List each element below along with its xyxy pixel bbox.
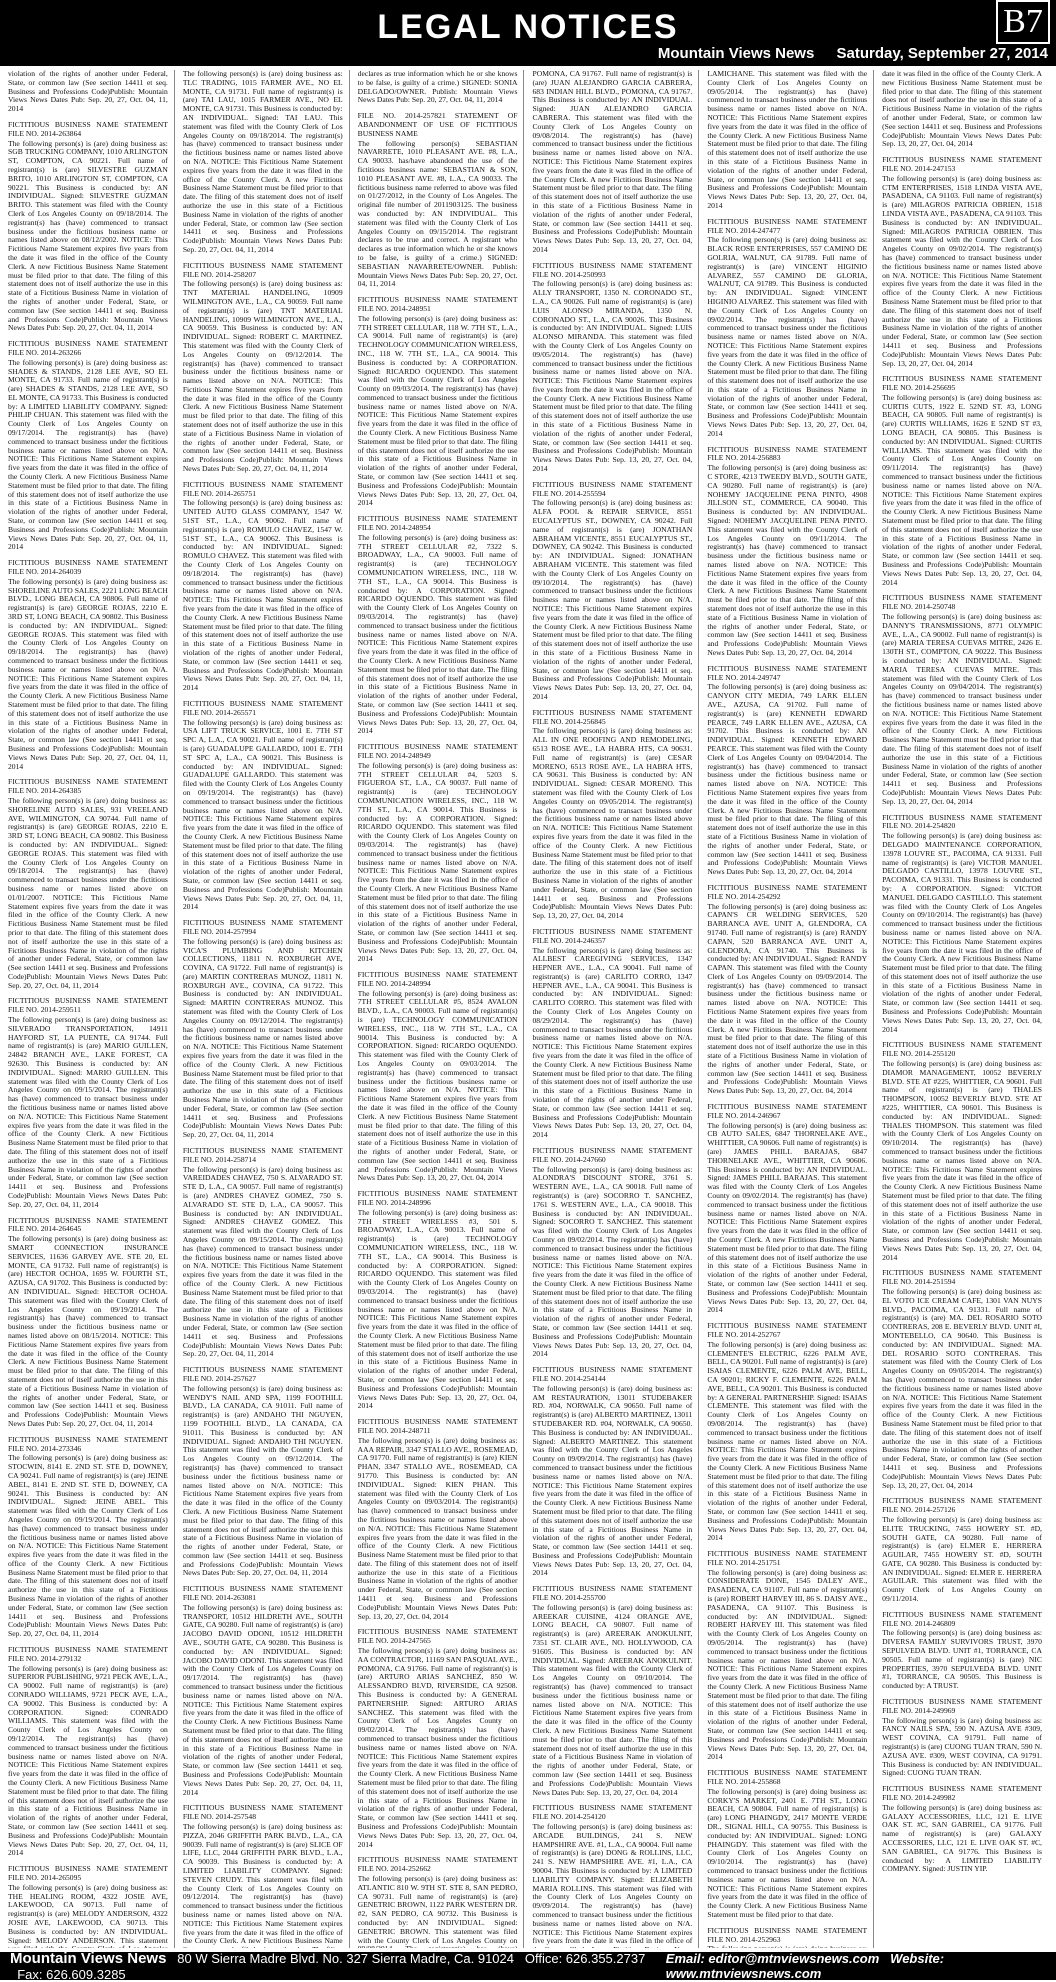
notice-heading: FICTITIOUS BUSINESS NAME STATEMENT FILE NO. 2014-263266 bbox=[8, 340, 168, 358]
footer-publication: Mountain Views News bbox=[10, 1950, 166, 1967]
notice-body: The following person(s) is (are) doing business as: FANCY NAILS SPA, 590 N. AZUSA AVE #309, WEST COVINA, CA 91791. Full name of registrant(s) is (are) CUONG TUAN TRAN, 590 N. AZUSA AVE. #309, WEST COVINA, CA 91791. This Business is conducted by: AN INDIVIDUAL. Signed: CUONG TUAN TRAN. bbox=[882, 1717, 1042, 1779]
notice-columns bbox=[8, 70, 1048, 1948]
notice-body: The following person(s) is (are) doing business as: DANNY'S TRANSMISSIONS, 8771 OLYMPIC AVE., L.A., CA 90002. Full name of registrant(s) is (are) MARIA TERESA CUEVAS MITRE, 2426 E. 130TH ST., COMPTON, CA 90222. This Business is conducted by: AN INDIVIDUAL. Signed: MARIA TERESA CUEVAS MITRE. This statement was filed with the County Clerk of Los Angeles County on 09/04/2014. The registrant(s) has (have) commenced to transact business under the fictitious business name or names listed above on N/A. NOTICE: This Fictitious Name Statement expires five years from the date it was filed in the office of the County Clerk. A new Fictitious Business Name Statement must be filed prior to that date. The filing of this statement does not of itself authorize the use in this state of a Fictitious Business Name in violation of the rights of another under Federal, State, or common law (See section 14411 et seq. Business and Professions Code)Publish: Mountain Views News Dates Pub: Sep. 13, 20, 27, Oct. 04, 2014 bbox=[882, 613, 1042, 807]
notice-heading: FICTITIOUS BUSINESS NAME STATEMENT FILE NO. 2014-259511 bbox=[8, 997, 168, 1015]
notice-heading: FICTITIOUS BUSINESS NAME STATEMENT FILE NO. 2014-265095 bbox=[8, 1865, 168, 1883]
legal-notice bbox=[8, 1217, 168, 1429]
notice-heading: FICTITIOUS BUSINESS NAME STATEMENT FILE NO. 2014-254144 bbox=[532, 1366, 692, 1384]
legal-notice bbox=[358, 1628, 518, 1849]
notice-body: The following person(s) is (are) doing business as: THE HEALING ROOM, 4322 JOSIE AVE, LAKEWOOD, CA 90713. Full name of registrant(s) is (are) MELODY ANDERSON, 4322 JOSIE AVE, LAKEWOOD, CA 90713. This Business is conducted by: AN INDIVIDUAL. Signed: MELODY ANDERSON. This statement bbox=[8, 1884, 168, 1948]
notice-heading: FICTITIOUS BUSINESS NAME STATEMENT FILE NO. 2014-254292 bbox=[707, 884, 867, 902]
notice-heading: FICTITIOUS BUSINESS NAME STATEMENT FILE NO. 2014-255120 bbox=[882, 1041, 1042, 1059]
notice-heading: FICTITIOUS BUSINESS NAME STATEMENT FILE NO. 2014-254120 bbox=[532, 1804, 692, 1822]
notice-body: The following person(s) is (are) doing business as: CTM ENTERPRISES, 1518 LINDA VISTA AVE, PASADENA, CA 91103. Full name of registrant(s) is (are) MILAGROS PATRICIA OBRIEN, 1518 LINDA VISTA AVE., PASADENA, CA 91103. This Business is conducted by: AN INDIVIDUAL. Signed: MILAGROS PATRICIA OBRIEN. This statement was filed with the County Clerk of Los Angeles County on 09/02/2014. The registrant(s) has (have) commenced to transact business under the fictitious business name or names listed above on N/A. NOTICE: This Fictitious Name Statement expires five years from the date it was filed in the office of the County Clerk. A new Fictitious Business Name Statement must be filed prior to that date. The filing of this statement does not of itself authorize the use in this state of a Fictitious Business Name in violation of the rights of another under Federal, State, or common law (See section 14411 et seq. Business and Professions Code)Publish: Mountain Views News Dates Pub: Sep. 13, 20, 27, Oct. 04, 2014 bbox=[882, 175, 1042, 369]
notice-column bbox=[358, 70, 525, 1948]
legal-notice bbox=[707, 1769, 867, 1920]
notice-heading: FICTITIOUS BUSINESS NAME STATEMENT FILE NO. 2014-264645 bbox=[8, 1217, 168, 1235]
notice-column bbox=[882, 70, 1048, 1948]
notice-heading: FICTITIOUS BUSINESS NAME STATEMENT FILE NO. 2014-252963 bbox=[707, 1927, 867, 1945]
footer-left bbox=[10, 1950, 666, 1982]
notice-body: The following person(s) is (are) doing business as: USA LIFT TRUCK SERVICE, 1001 E. 7TH ST SPC A, L.A., CA 90021. Full name of registrant(s) is (are) GUADALUPE GALLARDO, 1001 E. 7TH ST SPC A, L.A., CA 90021. This Business is conducted by: AN INDIVIDUAL. Signed: GUADALUPE GALLARDO. This statement was filed with the County Clerk of Los Angeles County on 09/19/2014. The registrant(s) has (have) commenced to transact business under the fictitious business name or names listed above on N/A. NOTICE: This Fictitious Name Statement expires five years from the date it was filed in the office of the County Clerk. A new Fictitious Business Name Statement must be filed prior to that date. The filing of this statement does not of itself authorize the use in this state of a Fictitious Business Name in violation of the rights of another under Federal, State, or common law (See section 14411 et seq. Business and Professions Code)Publish: Mountain Views News Dates Pub: Sep. 20, 27, Oct. 04, 11, 2014 bbox=[183, 719, 343, 913]
notice-body: The following person(s) is (are) doing business as: CB AUTO SALES, 6847 THORNELAKE AVE., WHITTIER, CA 90606. Full name of registrant(s) is (are) JAMES PHILL BARAJAS, 6847 THORNELAKE AVE., WHITTIER, CA 90606. This Business is conducted by: AN INDIVIDUAL. Signed: JAMES PHILL BARAJAS. This statement was filed with the County Clerk of Los Angeles County on 09/02/2014. The registrant(s) has (have) commenced to transact business under the fictitious business name or names listed above on N/A. NOTICE: This Fictitious Name Statement expires five years from the date it was filed in the office of the County Clerk. A new Fictitious Business Name Statement must be filed prior to that date. The filing of this statement does not of itself authorize the use in this state of a Fictitious Business Name in violation of the rights of another under Federal, State, or common law (See section 14411 et seq. Business and Professions Code)Publish: Mountain Views News Dates Pub: Sep. 13, 20, 27, Oct. 04, 2014 bbox=[707, 1122, 867, 1316]
notice-body: The following person(s) is (are) doing business as: VAREIDADES CHAVEZ, 750 S. ALVARADO ST. STE D, L.A., CA 90057. Full name of registrant(s) is (are) ANDRES CHAVEZ GOMEZ, 750 S. ALVARADO ST. STE D, L.A., CA 90057. This Business is conducted by: AN INDIVIDUAL. Signed: ANDRES CHAVEZ GOMEZ. This statement was filed with the County Clerk of Los Angeles County on 09/15/2014. The registrant(s) has (have) commenced to transact business under the fictitious business name or names listed above on N/A. NOTICE: This Fictitious Name Statement expires five years from the date it was filed in the office of the County Clerk. A new Fictitious Business Name Statement must be filed prior to that date. The filing of this statement does not of itself authorize the use in this state of a Fictitious Business Name in violation of the rights of another under Federal, State, or common law (See section 14411 et seq. Business and Professions Code)Publish: Mountain Views News Dates Pub: Sep. 20, 27, Oct. 04, 11, 2014 bbox=[183, 1166, 343, 1360]
notice-body: The following person(s) is (are) doing business as: GALAXY ACCESSORIES, LLC, 121 E. LIVE OAK ST. #C, SAN GABRIEL, CA 91776. Full name of registrant(s) is (are) GALAXY ACCESSORIES, LLC, 121 E. LIVE OAK ST. #C, SAN GABRIEL, CA 91776. This Business is conducted by: A LIMITED LIABILITY COMPANY. Signed: JUSTIN YIP. bbox=[882, 1804, 1042, 1874]
notice-heading: FICTITIOUS BUSINESS NAME STATEMENT FILE NO. 2014-248711 bbox=[358, 1418, 518, 1436]
legal-notice bbox=[882, 156, 1042, 368]
notice-body: The following person(s) is (are) doing business as: ELITE TRUCKING, 7455 HOWERY ST. #D, SOUTH GATE, CA 90280. Full name of registrant(s) is (are) ELMER E. HERRERA AGUILAR, 7455 HOWERY ST. #D, SOUTH GATE, CA 90280. This Business is conducted by: AN INDIVIDUAL. Signed: ELMER E. HERRERA AGUILAR. This statement was filed with the County Clerk of Los Angeles County on 09/11/2014. bbox=[882, 1516, 1042, 1604]
notice-body: The following person(s) is (are) doing business as: AA CONTRACTOR, 11169 SAN PASQUAL AVE., POMONA, CA 91766. Full name of registrant(s) is (are) ARTURO ARIAS SANCHEZ, 850 W. ALESSANDRO BLVD, RIVERSIDE, CA 92508. This Business is conducted by: A GENERAL PARTNERSHIP. Signed: ARTURO ARIAS SANCHEZ. This statement was filed with the County Clerk of Los Angeles County on 09/02/2014. The registrant(s) has (have) commenced to transact business under the fictitious business name or names listed above on N/A. NOTICE: This Fictitious Name Statement expires five years from the date it was filed in the office of the County Clerk. A new Fictitious Business Name Statement must be filed prior to that date. The filing of this statement does not of itself authorize the use in this state of a Fictitious Business Name in violation of the rights of another under Federal, State, or common law (See section 14411 et seq. Business and Professions Code)Publish: Mountain Views News Dates Pub: Sep. 13, 20, 27, Oct. 04, 2014 bbox=[358, 1647, 518, 1849]
legal-notice bbox=[358, 296, 518, 508]
notice-heading: FICTITIOUS BUSINESS NAME STATEMENT FILE NO. 2014-279132 bbox=[8, 1646, 168, 1664]
notice-heading: FICTITIOUS BUSINESS NAME STATEMENT FILE NO. 2014-257627 bbox=[183, 1366, 343, 1384]
notice-heading: FICTITIOUS BUSINESS NAME STATEMENT FILE NO. 2014-257994 bbox=[183, 919, 343, 937]
notice-body: The following person(s) is (are) doing business as: AM RESTAURATION, 13011 STUDEBAKER RD. #04, NORWALK, CA 90650. Full name of registrant(s) is (are) ALBERTO MARTINEZ, 13011 STUDEBAKER RD. #04, NORWALK, CA 90650. This Business is conducted by: AN INDIVIDUAL. Signed: ALBERTO MARTINEZ. This statement was filed with the County Clerk of Los Angeles County on 09/09/2014. The registrant(s) has (have) commenced to transact business under the fictitious business name or names listed above on N/A. NOTICE: This Fictitious Name Statement expires five years from the date it was filed in the office of the County Clerk. A new Fictitious Business Name Statement must be filed prior to that date. The filing of this statement does not of itself authorize the use in this state of a Fictitious Business Name in violation of the rights of another under Federal, State, or common law (See section 14411 et seq. Business and Professions Code)Publish: Mountain Views News Dates Pub: Sep. 13, 20, 27, Oct. 04, 2014 bbox=[532, 1385, 692, 1579]
legal-notice bbox=[882, 814, 1042, 1035]
notice-heading: FICTITIOUS BUSINESS NAME STATEMENT FILE NO. 2014-264385 bbox=[8, 778, 168, 796]
footer-contact bbox=[666, 1951, 1046, 1981]
notice-body: The following person(s) SEBASTIAN NAVARRETE, 1010 PLEASANT AVE. #8, L.A., CA 90033. has/have abandoned the use of the fictitious business name: SEBASTIAN & SON, 1010 PLEASANT AVE. #8, L.A., CA 90033. The fictitious business name referred to above was filed on 01/27/2012, in the County of Los Angeles. The original file number of 2011903125. The business was conducted by: AN INDIVIDUAL. This statement was filed with the County Clerk of Los Angeles County on 09/15/2014. The registrant declares to be true and correct. A registrant who declares as true information which he or she knows to be false, is guilty of a crime.) SIGNED: SEBASTIAN NAVARRETE/OWNER. Publish: Mountain Views News Dates Pub: Sep. 20, 27, Oct. 04, 11, 2014 bbox=[358, 140, 518, 290]
notice-heading: FICTITIOUS BUSINESS NAME STATEMENT FILE NO. 2014-256845 bbox=[532, 709, 692, 727]
notice-body: The following person(s) is (are) doing business as: CAPAN'S CR WELDING SERVICES, 520 BARRANCA AVE. UNIT A, GLENDORA, CA 91740. Full name of registrant(s) is (are) RANDY CAPAN, 520 BARRANCA AVE. UNIT A, GLENDORA, CA 91740. This Business is conducted by: AN INDIVIDUAL. Signed: RANDY CAPAN. This statement was filed with the County Clerk of Los Angeles County on 09/09/2014. The registrant(s) has (have) commenced to transact business under the fictitious business name or names listed above on N/A. NOTICE: This Fictitious Name Statement expires five years from the date it was filed in the office of the County Clerk. A new Fictitious Business Name Statement must be filed prior to that date. The filing of this statement does not of itself authorize the use in this state of a Fictitious Business Name in violation of the rights of another under Federal, State, or common law (See section 14411 et seq. Business and Professions Code)Publish: Mountain Views News Dates Pub: Sep. 13, 20, 27, Oct. 04, 2014 bbox=[707, 903, 867, 1097]
legal-notice bbox=[8, 70, 168, 114]
notice-body: The following person(s) is (are) doing business as: TRANSPORT, 10512 HILDRETH AVE., SOUTH GATE, CA 90280. Full name of registrant(s) is (are) JACOBO DAVID ODONI, 10512 HILDRETH AVE., SOUTH GATE, CA 90280. This Business is conducted by: AN INDIVIDUAL. Signed: JACOBO DAVID ODONI. This statement was filed with the County Clerk of Los Angeles County on 09/17/2014. The registrant(s) has (have) commenced to transact business under the fictitious business name or names listed above on N/A. NOTICE: This Fictitious Name Statement expires five years from the date it was filed in the office of the County Clerk. A new Fictitious Business Name Statement must be filed prior to that date. The filing of this statement does not of itself authorize the use in this state of a Fictitious Business Name in violation of the rights of another under Federal, State, or common law (See section 14411 et seq. Business and Professions Code)Publish: Mountain Views News Dates Pub: Sep. 20, 27, Oct. 04, 11, 2014 bbox=[183, 1604, 343, 1798]
footer-address: 80 W Sierra Madre Blvd. No. 327 Sierra Madre, Ca. 91024 bbox=[177, 1951, 514, 1966]
notice-heading: FICTITIOUS BUSINESS NAME STATEMENT FILE NO. 2014-257126 bbox=[882, 1497, 1042, 1515]
legal-notice bbox=[358, 1190, 518, 1411]
legal-notice bbox=[183, 919, 343, 1140]
notice-body bbox=[707, 1945, 867, 1948]
notice-body: The following person(s) is (are) doing business as: DIVERSA FAMILY SURVIVORS TRUST, 3970 SEPULVEDA BLVD. UNIT #1, TORRANCE, CA 90505. Full name of registrant(s) is (are) NIC PROPERTIES, 3970 SEPULVEDA BLVD. UNIT #1, TORRANCE, CA 90505. This Business is conducted by: A TRUST. bbox=[882, 1629, 1042, 1691]
notice-heading: FICTITIOUS BUSINESS NAME STATEMENT FILE NO. 2014-255594 bbox=[532, 481, 692, 499]
legal-notice bbox=[532, 1147, 692, 1359]
notice-body: The following person(s) is (are) doing business as: DELGADO MAINTENANCE CORPORATION, 13978 LOUVRE ST., PACOIMA, CA 91331. Full name of registrant(s) is (are) VICTOR MANUEL DELGADO CASTILLO, 13978 LOUVRE ST., PACOIMA, CA 91331. This Business is conducted by: A CORPORATION. Signed: VICTOR MANUEL DELGADO CASTILLO. This statement was filed with the County Clerk of Los Angeles County on 09/10/2014. The registrant(s) has (have) commenced to transact business under the fictitious business name or names listed above on N/A. NOTICE: This Fictitious Name Statement expires five years from the date it was filed in the office of the County Clerk. A new Fictitious Business Name Statement must be filed prior to that date. The filing of this statement does not of itself authorize the use in this state of a Fictitious Business Name in violation of the rights of another under Federal, State, or common law (See section 14411 et seq. Business and Professions Code)Publish: Mountain Views News Dates Pub: Sep. 13, 20, 27, Oct. 04, 2014 bbox=[882, 832, 1042, 1034]
legal-notice bbox=[707, 218, 867, 439]
notice-heading: FICTITIOUS BUSINESS NAME STATEMENT FILE NO. 2014-248994 bbox=[358, 971, 518, 989]
notice-heading: FICTITIOUS BUSINESS NAME STATEMENT FILE NO. 2014-265571 bbox=[183, 700, 343, 718]
notice-body: The following person(s) is (are) doing business as: VICA'S PLUMBING AND KITCHEN COLLECTIONS, 11811 N. ROXBURGH AVE, COVINA, CA 91722. Full name of registrant(s) is (are) MARTIN CONTRERAS MUNOZ, 11811 N. ROXBURGH AVE., COVINA, CA 91722. This Business is conducted by: AN INDIVIDUAL. Signed: MARTIN CONTRERAS MUNOZ. This statement was filed with the County Clerk of Los Angeles County on 09/12/2014. The registrant(s) has (have) commenced to transact business under the fictitious business name or names listed above on N/A. NOTICE: This Fictitious Name Statement expires five years from the date it was filed in the office of the County Clerk. A new Fictitious Business Name Statement must be filed prior to that date. The filing of this statement does not of itself authorize the use in this state of a Fictitious Business Name in violation of the rights of another under Federal, State, or common law (See section 14411 et seq. Business and Professions Code)Publish: Mountain Views News Dates Pub: Sep. 20, 27, Oct. 04, 11, 2014 bbox=[183, 938, 343, 1140]
legal-notice bbox=[532, 70, 692, 255]
legal-notice bbox=[183, 70, 343, 255]
notice-heading: FICTITIOUS BUSINESS NAME STATEMENT FILE NO. 2014-247153 bbox=[882, 156, 1042, 174]
legal-notice bbox=[358, 1418, 518, 1621]
notice-heading: FICTITIOUS BUSINESS NAME STATEMENT FILE NO. 2014-263081 bbox=[183, 1585, 343, 1603]
legal-notice bbox=[183, 1366, 343, 1578]
notice-body: The following person(s) is (are) doing business as: SHADES & STANDS, 2128 LEE AVE, SO EL MONTE, CA 91733. Full name of registrant(s) is (are) SHADES & STANDS, 2128 LEE AVE, SO EL MONTE, CA 91733. This Business is conducted by: A LIMITED LIABILITY COMPANY. Signed: PHILIP CHUAN. This statement was filed with the County Clerk of Los Angeles County on 09/17/2014. The registrant(s) has (have) commenced to transact business under the fictitious business name or names listed above on N/A. NOTICE: This Fictitious Name Statement expires five years from the date it was filed in the office of the County Clerk. A new Fictitious Business Name Statement must be filed prior to that date. The filing of this statement does not of itself authorize the use in this state of a Fictitious Business Name in violation of the rights of another under Federal, State, or common law (See section 14411 et seq. Business and Professions Code)Publish: Mountain Views News Dates Pub: Sep. 20, 27, Oct. 04, 11, 2014 bbox=[8, 359, 168, 553]
legal-notice bbox=[882, 594, 1042, 806]
notice-body: The following person(s) is (are) doing business as: TLC TRADING, 1015 FARMER AVE., NO EL MONTE, CA 91731. Full name of registrant(s) is (are) TAI LAU, 1015 FARMER AVE., NO EL MONTE, CA 91731. This Business is conducted by: AN INDIVIDUAL. Signed: TAI LAU. This statement was filed with the County Clerk of Los Angeles County on 09/18/2014. The registrant(s) has (have) commenced to transact business under the fictitious business name or names listed above on N/A. NOTICE: This Fictitious Name Statement expires five years from the date it was filed in the office of the County Clerk. A new Fictitious Business Name Statement must be filed prior to that date. The filing of this statement does not of itself authorize the use in this state of a Fictitious Business Name in violation of the rights of another under Federal, State, or common law (See section 14411 et seq. Business and Professions Code)Publish: Mountain Views News Dates Pub: Sep. 20, 27, Oct. 04, 11, 2014 bbox=[183, 70, 343, 255]
notice-heading: FICTITIOUS BUSINESS NAME STATEMENT FILE NO. 2014-258714 bbox=[183, 1147, 343, 1165]
legal-notice bbox=[882, 1269, 1042, 1490]
legal-notice bbox=[532, 1804, 692, 1948]
legal-notice bbox=[532, 709, 692, 921]
notice-body: The following person(s) is (are) doing business as: SMART CONNECTION INSURANCE SERVICES, 11636 GARVEY AVE. STE 20, EL MONTE, CA 91732. Full name of registrant(s) is (are) HECTOR OCHOA, 1695 W. FOURTH ST., AZUSA, CA 91702. This Business is conducted by: AN INDIVIDUAL. Signed: HECTOR OCHOA. This statement was filed with the County Clerk of Los Angeles County on 09/19/2014. The registrant(s) has (have) commenced to transact business under the fictitious business name or names listed above on 08/15/2014. NOTICE: This Fictitious Name Statement expires five years from the date it was filed in the office of the County Clerk. A new Fictitious Business Name Statement must be filed prior to that date. The filing of this statement does not of itself authorize the use in this state of a Fictitious Business Name in violation of the rights of another under Federal, State, or common law (See section 14411 et seq. Business and Professions Code)Publish: Mountain Views News Dates Pub: Sep. 20, 27, Oct. 04, 11, 2014 bbox=[8, 1235, 168, 1429]
notice-body: The following person(s) is (are) doing business as: SHORELINE AUTO SALES, 931 VREELAND AVE, WILMINGTON, CA 90744. Full name of registrant(s) is (are) GEORGE ROJAS, 2210 E. 3RD ST, LONG BEACH, CA 90802. This Business is conducted by: AN INDIVIDUAL. Signed: GEORGE ROJAS. This statement was filed with the County Clerk of Los Angeles County on 09/18/2014. The registrant(s) has (have) commenced to transact business under the fictitious business name or names listed above on 01/01/2007. NOTICE: This Fictitious Name Statement expires five years from the date it was filed in the office of the County Clerk. A new Fictitious Business Name Statement must be filed prior to that date. The filing of this statement does not of itself authorize the use in this state of a Fictitious Business Name in violation of the rights of another under Federal, State, or common law (See section 14411 et seq. Business and Professions Code)Publish: Mountain Views News Dates Pub: Sep. 20, 27, Oct. 04, 11, 2014 bbox=[8, 797, 168, 991]
notice-body: LAMICHANE. This statement was filed with the County Clerk of Los Angeles County on 09/05/2014. The registrant(s) has (have) commenced to transact business under the fictitious business name or names listed above on N/A. NOTICE: This Fictitious Name Statement expires five years from the date it was filed in the office of the County Clerk. A new Fictitious Business Name Statement must be filed prior to that date. The filing of this statement does not of itself authorize the use in this state of a Fictitious Business Name in violation of the rights of another under Federal, State, or common law (See section 14411 et seq. Business and Professions Code)Publish: Mountain Views News Dates Pub: Sep. 13, 20, 27, Oct. 04, 2014 bbox=[707, 70, 867, 211]
legal-notice bbox=[882, 375, 1042, 587]
legal-notice bbox=[358, 515, 518, 736]
legal-notice bbox=[358, 70, 518, 105]
notice-body: The following person(s) is (are) doing business as: CLEMENTE'S ELECTRIC, 6226 PALM AVE, BELL, CA 90201. Full name of registrant(s) is (are) ISAIAS CLEMENTE, 6226 PALM AVE, BELL, CA 90201; RICKY F. CLEMENTE, 6226 PALM AVE, BELL, CA 90201. This Business is conducted by: A GENERAL PARTNERSHIP. Signed: ISAIAS CLEMENTE. This statement was filed with the County Clerk of Los Angeles County on 09/08/2014. The registrant(s) has (have) commenced to transact business under the fictitious business name or names listed above on N/A. NOTICE: This Fictitious Name Statement expires five years from the date it was filed in the office of the County Clerk. A new Fictitious Business Name Statement must be filed prior to that date. The filing of this statement does not of itself authorize the use in this state of a Fictitious Business Name in violation of the rights of another under Federal, State, or common law (See section 14411 et seq. Business and Professions Code)Publish: Mountain Views News Dates Pub: Sep. 13, 20, 27, Oct. 04, 2014 bbox=[707, 1341, 867, 1543]
notice-heading: FICTITIOUS BUSINESS NAME STATEMENT FILE NO. 2014-247477 bbox=[707, 218, 867, 236]
notice-heading: FICTITIOUS BUSINESS NAME STATEMENT FILE NO. 2014-246809 bbox=[882, 1611, 1042, 1629]
notice-body: The following person(s) is (are) doing business as: AREEKAR CUISINE, 4124 ORANGE AVE, LONG BEACH, CA 90807. Full name of registrant(s) is (are) AREERAK ANOKULNIT, 7351 ST. CLAIR AVE., NO. HOLLYWOOD, CA 91605. This Business is conducted by: AN INDIVIDUAL. Signed: AREERAK ANOKULNIT. This statement was filed with the County Clerk of Los Angeles County on 09/10/2014. The registrant(s) has (have) commenced to transact business under the fictitious business name or names listed above on N/A. NOTICE: This Fictitious Name Statement expires five years from the date it was filed in the office of the County Clerk. A new Fictitious Business Name Statement must be filed prior to that date. The filing of this statement does not of itself authorize the use in this state of a Fictitious Business Name in violation of the rights of another under Federal, State, or common law (See section 14411 et seq. Business and Professions Code)Publish: Mountain Views News Dates Pub: Sep. 13, 20, 27, Oct. 04, 2014 bbox=[532, 1604, 692, 1798]
footer-fax: Fax: 626.609.3285 bbox=[17, 1967, 125, 1982]
notice-body: The following person(s) is (are) doing business as: ATLANTIC 810 W. 9TH ST. STE 8, SAN PEDRO, CA 90731. Full name of registrant(s) is (are) GENETRIC BROWN, 1122 PARK WESTERN DR. #2, SAN PEDRO, CA 90732. This Business is conducted by: AN INDIVIDUAL. Signed: GENETRIC BROWN. This statement was filed with the County Clerk of Los Angeles County on bbox=[358, 1875, 518, 1948]
legal-notice bbox=[707, 1550, 867, 1762]
legal-notice bbox=[532, 1585, 692, 1797]
footer-website-link[interactable]: Website: www.mtnviewsnews.com bbox=[666, 1951, 944, 1981]
notice-body: POMONA, CA 91767. Full name of registrant(s) is (are) JUAN ALEJANDRO GARCIA CABRERA, 683 INDIAN HILL BLVD., POMONA, CA 91767. This Business is conducted by: AN INDIVIDUAL. Signed: JUAN ALEJANDRO GARCIA CABRERA. This statement was filed with the County Clerk of Los Angeles County on 09/08/2014. The registrant(s) has (have) commenced to transact business under the fictitious business name or names listed above on N/A. NOTICE: This Fictitious Name Statement expires five years from the date it was filed in the office of the County Clerk. A new Fictitious Business Name Statement must be filed prior to that date. The filing of this statement does not of itself authorize the use in this state of a Fictitious Business Name in violation of the rights of another under Federal, State, or common law (See section 14411 et seq. Business and Professions Code)Publish: Mountain Views News Dates Pub: Sep. 13, 20, 27, Oct. 04, 2014 bbox=[532, 70, 692, 255]
notice-body: The following person(s) is (are) doing business as: EL VOTO ICE CREAM CAFE, 1301 VAN NUYS BLVD., PACOIMA, CA 91331. Full name of registrant(s) is (are) MA. DEL ROSARIO SOTO CONTRERAS, 208 E. BEVERLY BLVD. UNIT #I, MONTEBELLO, CA 90640. This Business is conducted by: AN INDIVIDUAL. Signed: MA. DEL ROSARIO SOTO CONTRERAS. This statement was filed with the County Clerk of Los Angeles County on 09/05/2014. The registrant(s) has (have) commenced to transact business under the fictitious business name or names listed above on N/A. NOTICE: This Fictitious Name Statement expires five years from the date it was filed in the office of the County Clerk. A new Fictitious Business Name Statement must be filed prior to that date. The filing of this statement does not of itself authorize the use in this state of a Fictitious Business Name in violation of the rights of another under Federal, State, or common law (See section 14411 et seq. Business and Professions Code)Publish: Mountain Views News Dates Pub: Sep. 13, 20, 27, Oct. 04, 2014 bbox=[882, 1288, 1042, 1490]
notice-heading: FICTITIOUS BUSINESS NAME STATEMENT FILE NO. 2014-264039 bbox=[8, 559, 168, 577]
notice-column bbox=[707, 70, 874, 1948]
notice-body: The following person(s) is (are) doing business as: 7TH STREET CELLULAR #4, 5203 S. FIGUEROA ST., L.A., CA 90037. Full name of registrant(s) is (are) TECHNOLOGY COMMUNICATION WIRELESS, INC., 118 W. 7TH ST., L.A., CA 90014. This Business is conducted by: A CORPORATION. Signed: RICARDO OQUENDO. This statement was filed with the County Clerk of Los Angeles County on 09/03/2014. The registrant(s) has (have) commenced to transact business under the fictitious business name or names listed above on N/A. NOTICE: This Fictitious Name Statement expires five years from the date it was filed in the office of the County Clerk. A new Fictitious Business Name Statement must be filed prior to that date. The filing of this statement does not of itself authorize the use in this state of a Fictitious Business Name in violation of the rights of another under Federal, State, or common law (See section 14411 et seq. Business and Professions Code)Publish: Mountain Views News Dates Pub: Sep. 13, 20, 27, Oct. 04, 2014 bbox=[358, 762, 518, 964]
legal-notice bbox=[882, 70, 1042, 149]
legal-notice bbox=[707, 70, 867, 211]
legal-notice bbox=[8, 1646, 168, 1858]
legal-notice bbox=[8, 559, 168, 771]
notice-heading: FICTITIOUS BUSINESS NAME STATEMENT FILE NO. 2014-249969 bbox=[882, 1698, 1042, 1716]
notice-body: The following person(s) is (are) doing business as: ARCADE BUILDINGS, 241 S. NEW HAMPSHIRE AVE. #1, L.A., CA 90004. Full name of registrant(s) is (are) DONG & ROLLINS, LLC, 241 S. NEW HAMPSHIRE AVE. #1, L.A., CA 90004. This Business is conducted by: A LIMITED LIABILITY COMPANY. Signed: ELIZABETH MARIA ROLLINS. This statement was filed with the County Clerk of Los Angeles County on 09/09/2014. The registrant(s) has (have) commenced to transact business under the fictitious business name or names listed above on N/A. NOTICE: This Fictitious Name Statement expires five years from the date it was filed in the office of bbox=[532, 1823, 692, 1948]
notice-heading: FICTITIOUS BUSINESS NAME STATEMENT FILE NO. 2014-256695 bbox=[882, 375, 1042, 393]
notice-body: The following person(s) is (are) doing business as: ALLBEST CAREGIVING SERVICES, 1347 HEPNER AVE., L.A., CA 90041. Full name of registrant(s) is (are) CARLITO CORRO, 1347 HEPNER AVE., L.A., CA 90041. This Business is conducted by: AN INDIVIDUAL. Signed: CARLITO CORRO. This statement was filed with the County Clerk of Los Angeles County on 08/29/2014. The registrant(s) has (have) commenced to transact business under the fictitious business name or names listed above on N/A. NOTICE: This Fictitious Name Statement expires five years from the date it was filed in the office of the County Clerk. A new Fictitious Business Name Statement must be filed prior to that date. The filing of this statement does not of itself authorize the use in this state of a Fictitious Business Name in violation of the rights of another under Federal, State, or common law (See section 14411 et seq. Business and Professions Code)Publish: Mountain Views News Dates Pub: Sep. 13, 20, 27, Oct. 04, 2014 bbox=[532, 947, 692, 1141]
notice-heading: FICTITIOUS BUSINESS NAME STATEMENT FILE NO. 2014-246967 bbox=[707, 1103, 867, 1121]
notice-body: The following person(s) is (are) doing business as: SHORELINE AUTO SALES, 2221 LONG BEACH BLVD., LONG BEACH, CA 90806. Full name of registrant(s) is (are) GEORGE ROJAS, 2210 E. 3RD ST, LONG BEACH, CA 90802. This Business is conducted by: AN INDIVIDUAL. Signed: GEORGE ROJAS. This statement was filed with the County Clerk of Los Angeles County on 09/18/2014. The registrant(s) has (have) commenced to transact business under the fictitious business name or names listed above on N/A. NOTICE: This Fictitious Name Statement expires five years from the date it was filed in the office of the County Clerk. A new Fictitious Business Name Statement must be filed prior to that date. The filing of this statement does not of itself authorize the use in this state of a Fictitious Business Name in violation of the rights of another under Federal, State, or common law (See section 14411 et seq. Business and Professions Code)Publish: Mountain Views News Dates Pub: Sep. 20, 27, Oct. 04, 11, 2014 bbox=[8, 578, 168, 772]
notice-heading: FICTITIOUS BUSINESS NAME STATEMENT FILE NO. 2014-248951 bbox=[358, 296, 518, 314]
notice-body: The following person(s) is (are) doing business as: 7TH STREET WIRELESS #3, 501 S. BROADWAY, L.A., CA 90013. Full name of registrant(s) is (are) TECHNOLOGY COMMUNICATION WIRELESS, INC., 118 W. 7TH ST., L.A., CA 90014. This Business is conducted by: A CORPORATION. Signed: RICARDO OQUENDO. This statement was filed with the County Clerk of Los Angeles County on 09/03/2014. The registrant(s) has (have) commenced to transact business under the fictitious business name or names listed above on N/A. NOTICE: This Fictitious Name Statement expires five years from the date it was filed in the office of the County Clerk. A new Fictitious Business Name Statement must be filed prior to that date. The filing of this statement does not of itself authorize the use in this state of a Fictitious Business Name in violation of the rights of another under Federal, State, or common law (See section 14411 et seq. Business and Professions Code)Publish: Mountain Views News Dates Pub: Sep. 13, 20, 27, Oct. 04, 2014 bbox=[358, 1209, 518, 1411]
legal-notice bbox=[532, 262, 692, 474]
notice-heading: FICTITIOUS BUSINESS NAME STATEMENT FILE NO. 2014-254820 bbox=[882, 814, 1042, 832]
notice-body: The following person(s) is (are) doing business as: 7TH STREET CELLULAR #2, 7322 S. BROADWAY, L.A., CA 90003. Full name of registrant(s) is (are) TECHNOLOGY COMMUNICATION WIRELESS, INC., 118 W. 7TH ST., L.A., CA 90014. This Business is conducted by: A CORPORATION. Signed: RICARDO OQUENDO. This statement was filed with the County Clerk of Los Angeles County on 09/03/2014. The registrant(s) has (have) commenced to transact business under the fictitious business name or names listed above on N/A. NOTICE: This Fictitious Name Statement expires five years from the date it was filed in the office of the County Clerk. A new Fictitious Business Name Statement must be filed prior to that date. The filing of this statement does not of itself authorize the use in this state of a Fictitious Business Name in violation of the rights of another under Federal, State, or common law (See section 14411 et seq. Business and Professions Code)Publish: Mountain Views News Dates Pub: Sep. 13, 20, 27, Oct. 04, 2014 bbox=[358, 534, 518, 736]
legal-notice bbox=[358, 971, 518, 1183]
notice-body: The following person(s) is (are) doing business as: CONSIDERATE DONE, 1545 DALEY AVE., PASADENA, CA 91107. Full name of registrant(s) is (are) ROBERT HARVEY III, 86 S. DAISY AVE., PASADENA, CA 91107. This Business is conducted by: AN INDIVIDUAL. Signed: ROBERT HARVEY III. This statement was filed with the County Clerk of Los Angeles County on 09/05/2014. The registrant(s) has (have) commenced to transact business under the fictitious business name or names listed above on N/A. NOTICE: This Fictitious Name Statement expires five years from the date it was filed in the office of the County Clerk. A new Fictitious Business Name Statement must be filed prior to that date. The filing of this statement does not of itself authorize the use in this state of a Fictitious Business Name in violation of the rights of another under Federal, State, or common law (See section 14411 et seq. Business and Professions Code)Publish: Mountain Views News Dates Pub: Sep. 13, 20, 27, Oct. 04, 2014 bbox=[707, 1569, 867, 1763]
notice-heading: FICTITIOUS BUSINESS NAME STATEMENT FILE NO. 2014-247565 bbox=[358, 1628, 518, 1646]
notice-body: The following person(s) is (are) doing business as: 7TH STREET CELLULAR, 118 W. 7TH ST., L.A., CA 90014. Full name of registrant(s) is (are) TECHNOLOGY COMMUNICATION WIRELESS, INC., 118 W. 7TH ST., L.A., CA 90014. This Business is conducted by: A CORPORATION. Signed: RICARDO OQUENDO. This statement was filed with the County Clerk of Los Angeles County on 09/03/2014. The registrant(s) has (have) commenced to transact business under the fictitious business name or names listed above on N/A. NOTICE: This Fictitious Name Statement expires five years from the date it was filed in the office of the County Clerk. A new Fictitious Business Name Statement must be filed prior to that date. The filing of this statement does not of itself authorize the use in this state of a Fictitious Business Name in violation of the rights of another under Federal, State, or common law (See section 14411 et seq. Business and Professions Code)Publish: Mountain Views News Dates Pub: Sep. 13, 20, 27, Oct. 04, 2014 bbox=[358, 315, 518, 509]
legal-notice bbox=[532, 928, 692, 1140]
notice-body: The following person(s) is (are) doing business as: ALL IN ONE ROOFING AND REMODELING, 6513 ROSE AVE., LA HABRA HTS, CA 90631. Full name of registrant(s) is (are) CESAR MORENO, 6513 ROSE AVE., LA HABRA HTS, CA 90631. This Business is conducted by: AN INDIVIDUAL. Signed: CESAR MORENO. This statement was filed with the County Clerk of Los Angeles County on 09/05/2014. The registrant(s) has (have) commenced to transact business under the fictitious business name or names listed above on N/A. NOTICE: This Fictitious Name Statement expires five years from the date it was filed in the office of the County Clerk. A new Fictitious Business Name Statement must be filed prior to that date. The filing of this statement does not of itself authorize the use in this state of a Fictitious Business Name in violation of the rights of another under Federal, State, or common law (See section 14411 et seq. Business and Professions Code)Publish: Mountain Views News Dates Pub: Sep. 13, 20, 27, Oct. 04, 2014 bbox=[532, 727, 692, 921]
legal-notice bbox=[8, 1436, 168, 1639]
notice-body: The following person(s) is (are) doing business as: SGB TRUCKING COMPANY, 1010 ARLINGTON ST, COMPTON, CA 90221. Full name of registrant(s) is (are) SILVESTRE GUZMAN BRITO, 1010 ARLINGTON ST, COMPTON, CA 90221. This Business is conducted by: AN INDIVIDUAL. Signed: SILVESTRE GUZMAN BRITO. This statement was filed with the County Clerk of Los Angeles County on 09/18/2014. The registrant(s) has (have) commenced to transact business under the fictitious business name or names listed above on 08/12/2002. NOTICE: This Fictitious Name Statement expires five years from the date it was filed in the office of the County Clerk. A new Fictitious Business Name Statement must be filed prior to that date. The filing of this statement does not of itself authorize the use in this state of a Fictitious Business Name in violation of the rights of another under Federal, State, or common law (See section 14411 et seq. Business and Professions Code)Publish: Mountain Views News Dates Pub: Sep. 20, 27, Oct. 04, 11, 2014 bbox=[8, 140, 168, 334]
notice-body: The following person(s) is (are) doing business as: BLACK ROSE ENTERPRISES, 557 CAMINO DE GOLRIA, WALNUT, CA 91789. Full name of registrant(s) is (are) VINCENT HIGINIO ALVAREZ, 557 CAMINO DE GLORIA, WALNUT, CA 91789. This Business is conducted by: AN INDIVIDUAL. Signed: VINCENT HIGINIO ALVAREZ. This statement was filed with the County Clerk of Los Angeles County on 09/02/2014. The registrant(s) has (have) commenced to transact business under the fictitious business name or names listed above on N/A. NOTICE: This Fictitious Name Statement expires five years from the date it was filed in the office of the County Clerk. A new Fictitious Business Name Statement must be filed prior to that date. The filing of this statement does not of itself authorize the use in this state of a Fictitious Business Name in violation of the rights of another under Federal, State, or common law (See section 14411 et seq. Business and Professions Code)Publish: Mountain Views News Dates Pub: Sep. 13, 20, 27, Oct. 04, 2014 bbox=[707, 236, 867, 438]
issue-date: Saturday, September 27, 2014 bbox=[837, 45, 1049, 62]
notice-heading: FICTITIOUS BUSINESS NAME STATEMENT FILE NO. 2014-258207 bbox=[183, 262, 343, 280]
notice-heading: FICTITIOUS BUSINESS NAME STATEMENT FILE NO. 2014-249747 bbox=[707, 665, 867, 683]
notice-heading: FICTITIOUS BUSINESS NAME STATEMENT FILE NO. 2014-247660 bbox=[532, 1147, 692, 1165]
legal-notice bbox=[183, 700, 343, 912]
page-number: B7 bbox=[996, 0, 1050, 44]
footer-office: Office: 626.355.2737 bbox=[525, 1951, 645, 1966]
legal-notice bbox=[707, 884, 867, 1096]
notice-body: The following person(s) is (are) doing business as: DIAMOR MANAGEMENT, 10052 BEVERLY BLVD. STE AT #225, WHITTIER, CA 90601. Full name of registrant(s) is (are) THALES THOMPSON, 10052 BEVERLY BLVD. STE AT #225, WHITTIER, CA 90601. This Business is conducted by: AN INDIVIDUAL. Signed: THALES THOMPSON. This statement was filed with the County Clerk of Los Angeles County on 09/10/2014. The registrant(s) has (have) commenced to transact business under the fictitious business name or names listed above on N/A. NOTICE: This Fictitious Name Statement expires five years from the date it was filed in the office of the County Clerk. A new Fictitious Business Name Statement must be filed prior to that date. The filing of this statement does not of itself authorize the use in this state of a Fictitious Business Name in violation of the rights of another under Federal, State, or common law (See section 14411 et seq. Business and Professions Code)Publish: Mountain Views News Dates Pub: Sep. 13, 20, 27, Oct. 04, 2014 bbox=[882, 1060, 1042, 1262]
legal-notice bbox=[8, 121, 168, 333]
notice-heading: FICTITIOUS BUSINESS NAME STATEMENT FILE NO. 2014-255868 bbox=[707, 1769, 867, 1787]
legal-notice bbox=[707, 1322, 867, 1543]
notice-body: The following person(s) is (are) doing business as: C STORE, 4213 TWEEDY BLVD., SOUTH GATE, CA 90280. Full name of registrant(s) is (are) NOHEMY JACQUELINE PENA PINTO, 4908 JILLSON ST., COMMERCE, CA 90040. This Business is conducted by: AN INDIVIDUAL. Signed: NOHEMY JACQUELINE PENA PINTO. This statement was filed with the County Clerk of Los Angeles County on 09/11/2014. The registrant(s) has (have) commenced to transact business under the fictitious business name or names listed above on N/A. NOTICE: This Fictitious Name Statement expires five years from the date it was filed in the office of the County Clerk. A new Fictitious Business Name Statement must be filed prior to that date. The filing of this statement does not of itself authorize the use in this state of a Fictitious Business Name in violation of the rights of another under Federal, State, or common law (See section 14411 et seq. Business and Professions Code)Publish: Mountain Views News Dates Pub: Sep. 13, 20, 27, Oct. 04, 2014 bbox=[707, 464, 867, 658]
notice-heading: FICTITIOUS BUSINESS NAME STATEMENT FILE NO. 2014-250993 bbox=[532, 262, 692, 280]
masthead bbox=[0, 0, 1056, 66]
notice-heading: FICTITIOUS BUSINESS NAME STATEMENT FILE NO. 2014-248949 bbox=[358, 743, 518, 761]
notice-body: The following person(s) is (are) doing business as: STOCWIN, 8141 E. 2ND ST. STE D, DOWNEY, CA 90241. Full name of registrant(s) is (are) JEINE ABEL, 8141 E. 2ND ST. STE D, DOWNEY, CA 90241. This Business is conducted by: AN INDIVIDUAL. Signed: JEINE ABEL. This statement was filed with the County Clerk of Los Angeles County on 09/19/2014. The registrant(s) has (have) commenced to transact business under the fictitious business name or names listed above on N/A. NOTICE: This Fictitious Name Statement expires five years from the date it was filed in the office of the County Clerk. A new Fictitious Business Name Statement must be filed prior to that date. The filing of this statement does not of itself authorize the use in this state of a Fictitious Business Name in violation of the rights of another under Federal, State, or common law (See section 14411 et seq. Business and Professions Code)Publish: Mountain Views News Dates Pub: Sep. 20, 27, Oct. 04, 11, 2014 bbox=[8, 1454, 168, 1639]
notice-body: The following person(s) is (are) doing business as: CORKY'S MARKET, 2401 E. 7TH ST., LONG BEACH, CA 90804. Full name of registrant(s) is (are) LONG PHAINGDY, 2417 MONTE VERDE DR., SIGNAL HILL, CA 90755. This Business is conducted by: AN INDIVIDUAL. Signed: LONG PHAINGDY. This statement was filed with the County Clerk of Los Angeles County on 09/10/2014. The registrant(s) has (have) commenced to transact business under the fictitious business name or names listed above on N/A. NOTICE: This Fictitious Name Statement expires five years from the date it was filed in the office of the County Clerk. A new Fictitious Business Name Statement must be filed prior to that date. bbox=[707, 1788, 867, 1920]
notice-heading: FICTITIOUS BUSINESS NAME STATEMENT FILE NO. 2014-246357 bbox=[532, 928, 692, 946]
notice-body: The following person(s) is (are) doing business as: AAA REPAIR, 3347 STALLO AVE., ROSEMEAD, CA 91770. Full name of registrant(s) is (are) KIEN PHAN, 3347 STALLO AVE., ROSEMEAD, CA 91770. This Business is conducted by: AN INDIVIDUAL. Signed: KIEN PHAN. This statement was filed with the County Clerk of Los Angeles County on 09/03/2014. The registrant(s) has (have) commenced to transact business under the fictitious business name or names listed above on N/A. NOTICE: This Fictitious Name Statement expires five years from the date it was filed in the office of the County Clerk. A new Fictitious Business Name Statement must be filed prior to that date. The filing of this statement does not of itself authorize the use in this state of a Fictitious Business Name in violation of the rights of another under Federal, State, or common law (See section 14411 et seq. Business and Professions Code)Publish: Mountain Views News Dates Pub: Sep. 13, 20, 27, Oct. 04, 2014 bbox=[358, 1437, 518, 1622]
legal-notice bbox=[8, 1865, 168, 1948]
legal-notice bbox=[707, 446, 867, 658]
legal-notice bbox=[183, 1804, 343, 1948]
notice-heading: FICTITIOUS BUSINESS NAME STATEMENT FILE NO. 2014-252767 bbox=[707, 1322, 867, 1340]
legal-notice bbox=[532, 481, 692, 702]
legal-notice bbox=[183, 481, 343, 693]
legal-notice bbox=[882, 1698, 1042, 1778]
notice-body: The following person(s) is (are) doing business as: WENDY'S NAIL AND SPA, 1199 FOOTHILL BLVD., LA CANADA, CA 91011. Full name of registrant(s) is (are) ANDAHO THI NGUYEN, 1199 FOOTHILL BLVD., LA CANADA, CA 91011. This Business is conducted by: AN INDIVIDUAL. Signed: ANDAHO THI NGUYEN. This statement was filed with the County Clerk of Los Angeles County on 09/12/2014. The registrant(s) has (have) commenced to transact business under the fictitious business name or names listed above on N/A. NOTICE: This Fictitious Name Statement expires five years from the date it was filed in the office of the County Clerk. A new Fictitious Business Name Statement must be filed prior to that date. The filing of this statement does not of itself authorize the use in this state of a Fictitious Business Name in violation of the rights of another under Federal, State, or common law (See section 14411 et seq. Business and Professions Code)Publish: Mountain Views News Dates Pub: Sep. 20, 27, Oct. 04, 11, 2014 bbox=[183, 1385, 343, 1579]
notice-heading: FICTITIOUS BUSINESS NAME STATEMENT FILE NO. 2014-252662 bbox=[358, 1856, 518, 1874]
notice-heading: FICTITIOUS BUSINESS NAME STATEMENT FILE NO. 2014-248954 bbox=[358, 515, 518, 533]
notice-body: The following person(s) is (are) doing business as: 7TH STREET CELLULAR #5, 8524 AVALON BLVD., L.A., CA 90003. Full name of registrant(s) is (are) TECHNOLOGY COMMUNICATION WIRELESS, INC., 118 W. 7TH ST., L.A., CA 90014. This Business is conducted by: A CORPORATION. Signed: RICARDO OQUENDO. This statement was filed with the County Clerk of Los Angeles County on 09/03/2014. The registrant(s) has (have) commenced to transact business under the fictitious business name or names listed above on N/A. NOTICE: This Fictitious Name Statement expires five years from the date it was filed in the office of the County Clerk. A new Fictitious Business Name Statement must be filed prior to that date. The filing of this statement does not of itself authorize the use in this state of a Fictitious Business Name in violation of the rights of another under Federal, State, or common law (See section 14411 et seq. Business and Professions Code)Publish: Mountain Views News Dates Pub: Sep. 13, 20, 27, Oct. 04, 2014 bbox=[358, 990, 518, 1184]
notice-body: The following person(s) is (are) doing business as: ALLY TRANSPORT, 1350 N. CORONADO ST., L.A., CA 90026. Full name of registrant(s) is (are) LUIS ALONSO MIRANDA, 1350 N. CORONADO ST., L.A., CA 90026. This Business is conducted by: AN INDIVIDUAL. Signed: LUIS ALONSO MIRANDA. This statement was filed with the County Clerk of Los Angeles County on 09/05/2014. The registrant(s) has (have) commenced to transact business under the fictitious business name or names listed above on N/A. NOTICE: This Fictitious Name Statement expires five years from the date it was filed in the office of the County Clerk. A new Fictitious Business Name Statement must be filed prior to that date. The filing of this statement does not of itself authorize the use in this state of a Fictitious Business Name in violation of the rights of another under Federal, State, or common law (See section 14411 et seq. Business and Professions Code)Publish: Mountain Views News Dates Pub: Sep. 13, 20, 27, Oct. 04, 2014 bbox=[532, 280, 692, 474]
legal-notice bbox=[707, 665, 867, 877]
notice-heading: FICTITIOUS BUSINESS NAME STATEMENT FILE NO. 2014-251594 bbox=[882, 1269, 1042, 1287]
footer-email-link[interactable]: Email: editor@mtnviewsnews.com bbox=[666, 1951, 880, 1966]
notice-heading: FICTITIOUS BUSINESS NAME STATEMENT FILE NO. 2014-257548 bbox=[183, 1804, 343, 1822]
notice-heading: FICTITIOUS BUSINESS NAME STATEMENT FILE NO. 2014-265751 bbox=[183, 481, 343, 499]
notice-heading: FICTITIOUS BUSINESS NAME STATEMENT FILE NO. 2014-256883 bbox=[707, 446, 867, 464]
notice-body: The following person(s) is (are) doing business as: PIZZA, 2046 GRIFFITH PARK BLVD., L.A., CA 90039. Full name of registrant(s) is (are) SLICE OF LIFE, LLC, 2044 GRIFFITH PARK BLVD., L.A., CA 90039. This Business is conducted by: A LIMITED LIABILITY COMPANY. Signed: STEVEN CRUDY. This statement was filed with the County Clerk of Los Angeles County on 09/12/2014. The registrant(s) has (have) commenced to transact business under the fictitious business name or names listed above on N/A. NOTICE: This Fictitious Name Statement expires five years from the date it was filed in the office of the County Clerk. A new Fictitious Business Name bbox=[183, 1823, 343, 1948]
notice-column bbox=[8, 70, 175, 1948]
notice-body: The following person(s) is (are) doing business as: ALFA POOL & REPAIR SERVICE, 8551 EUCALYPTUS ST., DOWNEY, CA 90242. Full name of registrant(s) is (are) JONATHAN ABRAHAM VICENTE, 8551 EUCALYPTUS ST., DOWNEY, CA 90242. This Business is conducted by: AN INDIVIDUAL. Signed: JONATHAN ABRAHAM VICENTE. This statement was filed with the County Clerk of Los Angeles County on 09/10/2014. The registrant(s) has (have) commenced to transact business under the fictitious business name or names listed above on N/A. NOTICE: This Fictitious Name Statement expires five years from the date it was filed in the office of the County Clerk. A new Fictitious Business Name Statement must be filed prior to that date. The filing of this statement does not of itself authorize the use in this state of a Fictitious Business Name in violation of the rights of another under Federal, State, or common law (See section 14411 et seq. Business and Professions Code)Publish: Mountain Views News Dates Pub: Sep. 13, 20, 27, Oct. 04, 2014 bbox=[532, 499, 692, 701]
legal-notice bbox=[8, 997, 168, 1209]
notice-heading: FICTITIOUS BUSINESS NAME STATEMENT FILE NO. 2014-263864 bbox=[8, 121, 168, 139]
notice-heading: FICTITIOUS BUSINESS NAME STATEMENT FILE NO. 2014-273346 bbox=[8, 1436, 168, 1454]
publication-name: Mountain Views News bbox=[658, 45, 814, 62]
notice-column bbox=[183, 70, 350, 1948]
notice-heading: FICTITIOUS BUSINESS NAME STATEMENT FILE NO. 2014-250748 bbox=[882, 594, 1042, 612]
legal-notice bbox=[183, 1147, 343, 1359]
notice-heading: FICTITIOUS BUSINESS NAME STATEMENT FILE NO. 2014-251751 bbox=[707, 1550, 867, 1568]
notice-body: date it was filed in the office of the County Clerk. A new Fictitious Business Name Statement must be filed prior to that date. The filing of this statement does not of itself authorize the use in this state of a Fictitious Business Name in violation of the rights of another under Federal, State, or common law (See section 14411 et seq. Business and Professions Code)Publish: Mountain Views News Dates Pub: Sep. 13, 20, 27, Oct. 04, 2014 bbox=[882, 70, 1042, 149]
legal-notice bbox=[532, 1366, 692, 1578]
legal-notice bbox=[183, 1585, 343, 1797]
notice-body: declares as true information which he or she knows to be false, is guilty of a crime.) SIGNED: SONIA DELGADO/OWNER. Publish: Mountain Views News Dates Pub: Sep. 20, 27, Oct. 04, 11, 2014 bbox=[358, 70, 518, 105]
legal-notice bbox=[707, 1103, 867, 1315]
legal-notice bbox=[707, 1927, 867, 1948]
notice-body: The following person(s) is (are) doing business as: ALONDRA'S DISCOUNT STORE, 3761 S. WESTERN AVE., L.A., CA 90018. Full name of registrant(s) is (are) SOCORRO T. SANCHEZ, 1761 S. WESTERN AVE., L.A., CA 90018. This Business is conducted by: AN INDIVIDUAL. Signed: SOCORRO T. SANCHEZ. This statement was filed with the County Clerk of Los Angeles County on 09/02/2014. The registrant(s) has (have) commenced to transact business under the fictitious business name or names listed above on N/A. NOTICE: This Fictitious Name Statement expires five years from the date it was filed in the office of the County Clerk. A new Fictitious Business Name Statement must be filed prior to that date. The filing of this statement does not of itself authorize the use in this state of a Fictitious Business Name in violation of the rights of another under Federal, State, or common law (See section 14411 et seq. Business and Professions Code)Publish: Mountain Views News Dates Pub: Sep. 13, 20, 27, Oct. 04, 2014 bbox=[532, 1166, 692, 1360]
notice-body: The following person(s) is (are) doing business as: TNT MATERIAL HANDELING, 10909 WILMINGTON AVE., L.A., CA 90059. Full name of registrant(s) is (are) TNT MATERIAL HANDELING, 10909 WILMINGTON AVE., L.A., CA 90059. This Business is conducted by: AN INDIVIDUAL. Signed: ROBERT C. MARTINEZ. This statement was filed with the County Clerk of Los Angeles County on 09/12/2014. The registrant(s) has (have) commenced to transact business under the fictitious business name or names listed above on N/A. NOTICE: This Fictitious Name Statement expires five years from the date it was filed in the office of the County Clerk. A new Fictitious Business Name Statement must be filed prior to that date. The filing of this statement does not of itself authorize the use in this state of a Fictitious Business Name in violation of the rights of another under Federal, State, or common law (See section 14411 et seq. Business and Professions Code)Publish: Mountain Views News Dates Pub: Sep. 20, 27, Oct. 04, 11, 2014 bbox=[183, 280, 343, 474]
notice-heading: FICTITIOUS BUSINESS NAME STATEMENT FILE NO. 2014-249982 bbox=[882, 1785, 1042, 1803]
legal-notice bbox=[358, 743, 518, 964]
notice-body: The following person(s) is (are) doing business as: SILVERADO TRANSPORTATION, 14911 HAYFORD ST, LA PUENTE, CA 91744. Full name of registrant(s) is (are) MARIO GUILLEN, 24842 BRANCH AVE., LAKE FOREST, CA 92630. This Business is conducted by: AN INDIVIDUAL. Signed: MARIO GUILLEN. This statement was filed with the County Clerk of Los Angeles County on 09/15/2014. The registrant(s) has (have) commenced to transact business under the fictitious business name or names listed above on N/A. NOTICE: This Fictitious Name Statement expires five years from the date it was filed in the office of the County Clerk. A new Fictitious Business Name Statement must be filed prior to that date. The filing of this statement does not of itself authorize the use in this state of a Fictitious Business Name in violation of the rights of another under Federal, State, or common law (See section 14411 et seq. Business and Professions Code)Publish: Mountain Views News Dates Pub: Sep. 20, 27, Oct. 04, 11, 2014 bbox=[8, 1016, 168, 1210]
footer-bar bbox=[0, 1952, 1056, 1980]
legal-notice bbox=[882, 1611, 1042, 1691]
legal-notice bbox=[8, 340, 168, 552]
legal-notice bbox=[882, 1497, 1042, 1604]
legal-notice bbox=[8, 778, 168, 990]
notice-body: The following person(s) is (are) doing business as: CURTIS CUTS, 1922 E. 52ND ST. #3, LONG BEACH, CA 90805. Full name of registrant(s) is (are) CURTIS WILLIAMS, 1626 E 52ND ST #3, LONG BEACH, CA 90805. This Business is conducted by: AN INDIVIDUAL. Signed: CURTIS WILLIAMS. This statement was filed with the County Clerk of Los Angeles County on 09/11/2014. The registrant(s) has (have) commenced to transact business under the fictitious business name or names listed above on N/A. NOTICE: This Fictitious Name Statement expires five years from the date it was filed in the office of the County Clerk. A new Fictitious Business Name Statement must be filed prior to that date. The filing of this statement does not of itself authorize the use in this state of a Fictitious Business Name in violation of the rights of another under Federal, State, or common law (See section 14411 et seq. Business and Professions Code)Publish: Mountain Views News Dates Pub: Sep. 13, 20, 27, Oct. 04, 2014 bbox=[882, 394, 1042, 588]
notice-body: The following person(s) is (are) doing business as: UNITED AUTO GLASS COMPANY, 1547 W. 51ST ST., L.A., CA 90062. Full name of registrant(s) is (are) ROMULO CHAVEZ, 1547 W. 51ST ST., L.A., CA 90062. This Business is conducted by: AN INDIVIDUAL. Signed: ROMULO CHAVEZ. This statement was filed with the County Clerk of Los Angeles County on 09/18/2014. The registrant(s) has (have) commenced to transact business under the fictitious business name or names listed above on N/A. NOTICE: This Fictitious Name Statement expires five years from the date it was filed in the office of the County Clerk. A new Fictitious Business Name Statement must be filed prior to that date. The filing of this statement does not of itself authorize the use in this state of a Fictitious Business Name in violation of the rights of another under Federal, State, or common law (See section 14411 et seq. Business and Professions Code)Publish: Mountain Views News Dates Pub: Sep. 20, 27, Oct. 04, 11, 2014 bbox=[183, 499, 343, 693]
notice-heading: FICTITIOUS BUSINESS NAME STATEMENT FILE NO. 2014-248996 bbox=[358, 1190, 518, 1208]
notice-body: violation of the rights of another under Federal, State, or common law (See section 14411 et seq. Business and Professions Code)Publish: Mountain Views News Dates Pub: Sep. 20, 27, Oct. 04, 11, 2014 bbox=[8, 70, 168, 114]
notice-heading: FICTITIOUS BUSINESS NAME STATEMENT FILE NO. 2014-255700 bbox=[532, 1585, 692, 1603]
legal-notice bbox=[183, 262, 343, 474]
masthead-meta bbox=[640, 45, 1048, 62]
legal-notice bbox=[358, 1856, 518, 1948]
notice-column bbox=[532, 70, 699, 1948]
legal-notice bbox=[882, 1041, 1042, 1262]
section-title: LEGAL NOTICES bbox=[0, 8, 1056, 47]
notice-body: The following person(s) is (are) doing business as: CANYON CITY MEDIA, 749 LARK ELLEN AVE., AZUSA, CA 91702. Full name of registrant(s) is (are) KENNETH EDWARD PEARCE, 749 LARK ELLEN AVE., AZUSA, CA 91702. This Business is conducted by: AN INDIVIDUAL. Signed: KENNETH EDWARD PEARCE. This statement was filed with the County Clerk of Los Angeles County on 09/04/2014. The registrant(s) has (have) commenced to transact business under the fictitious business name or names listed above on N/A. NOTICE: This Fictitious Name Statement expires five years from the date it was filed in the office of the County Clerk. A new Fictitious Business Name Statement must be filed prior to that date. The filing of this statement does not of itself authorize the use in this state of a Fictitious Business Name in violation of the rights of another under Federal, State, or common law (See section 14411 et seq. Business and Professions Code)Publish: Mountain Views News Dates Pub: Sep. 13, 20, 27, Oct. 04, 2014 bbox=[707, 683, 867, 877]
legal-notice bbox=[358, 112, 518, 289]
legal-notice bbox=[882, 1785, 1042, 1874]
notice-heading: FILE NO. 2014-257821 STATEMENT OF ABANDONMENT OF USE OF FICTITIOUS BUSINESS NAME bbox=[358, 112, 518, 138]
notice-body: The following person(s) is (are) doing business as: SUPERIOR PUBLISHING, 9721 PECK AVE, L.A., CA 90002. Full name of registrant(s) is (are) CONRADO WILLIAMS, 9721 PECK AVE, L.A., CA 90002. This Business is conducted by: A CORPORATION. Signed: CONRADO WILLIAMS. This statement was filed with the County Clerk of Los Angeles County on 09/12/2014. The registrant(s) has (have) commenced to transact business under the fictitious business name or names listed above on N/A. NOTICE: This Fictitious Name Statement expires five years from the date it was filed in the office of the County Clerk. A new Fictitious Business Name Statement must be filed prior to that date. The filing of this statement does not of itself authorize the use in this state of a Fictitious Business Name in violation of the rights of another under Federal, State, or common law (See section 14411 et seq. Business and Professions Code)Publish: Mountain Views News Dates Pub: Sep. 20, 27, Oct. 04, 11, 2014 bbox=[8, 1665, 168, 1859]
